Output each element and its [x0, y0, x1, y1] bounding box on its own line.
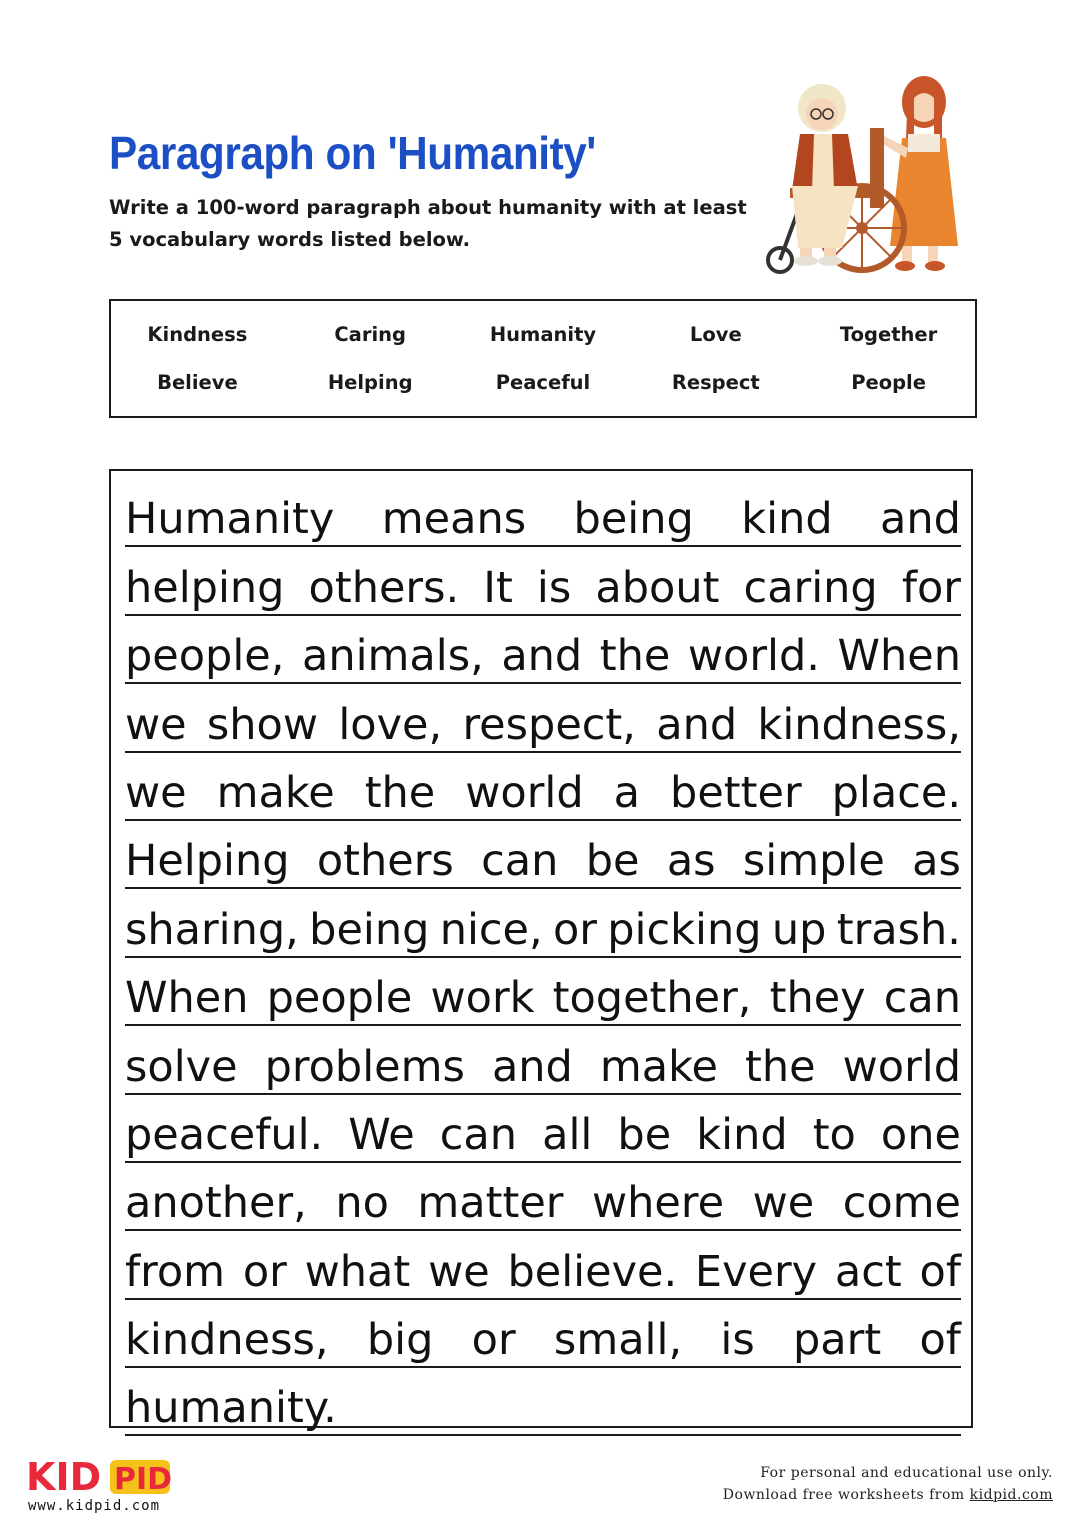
- paragraph-word: Every: [694, 1246, 818, 1297]
- paragraph-line: [125, 1095, 961, 1163]
- paragraph-word: believe.: [507, 1246, 678, 1297]
- paragraph-lines: [125, 479, 961, 1436]
- paragraph-line: [125, 958, 961, 1026]
- paragraph-word: matter: [417, 1178, 564, 1229]
- paragraph-word: animals,: [301, 631, 484, 682]
- paragraph-word: and: [880, 494, 961, 545]
- vocabulary-word: Love: [689, 323, 742, 346]
- vocabulary-word: Humanity: [489, 323, 597, 346]
- paragraph-word: kind: [696, 1109, 788, 1160]
- vocabulary-box: [109, 299, 977, 418]
- paragraph-word: others.: [308, 562, 460, 613]
- paragraph-word: the: [364, 767, 436, 818]
- paragraph-word: is: [720, 1315, 755, 1366]
- paragraph-word: they: [769, 973, 866, 1024]
- paragraph-word: kind: [741, 494, 833, 545]
- paragraph-word: love,: [338, 699, 443, 750]
- paragraph-word: Humanity: [125, 494, 335, 545]
- paragraph-word: we: [125, 699, 187, 750]
- paragraph-word: part: [793, 1315, 882, 1366]
- paragraph-word: small,: [553, 1315, 683, 1366]
- paragraph-word: world.: [687, 631, 820, 682]
- paragraph-word: be: [585, 836, 640, 887]
- footer-line-1: For personal and educational use only.: [760, 1465, 1053, 1481]
- paragraph-line: [125, 1026, 961, 1094]
- paragraph-word: When: [125, 973, 249, 1024]
- paragraph-line: [125, 1368, 961, 1436]
- paragraph-word: work: [430, 973, 535, 1024]
- paragraph-word: we: [125, 767, 187, 818]
- paragraph-word: kindness,: [125, 1315, 329, 1366]
- paragraph-word: all: [542, 1109, 593, 1160]
- paragraph-word: can: [883, 973, 961, 1024]
- vocabulary-word: Believe: [157, 371, 238, 394]
- paragraph-word: better: [670, 767, 802, 818]
- paragraph-line: [125, 1300, 961, 1368]
- paragraph-word: sharing,: [125, 904, 299, 955]
- paragraph-word: others: [316, 836, 454, 887]
- paragraph-word: helping: [125, 562, 285, 613]
- paragraph-line: [125, 1231, 961, 1299]
- paragraph-line: [125, 1163, 961, 1231]
- paragraph-word: respect,: [462, 699, 636, 750]
- paragraph-word: be: [617, 1109, 672, 1160]
- paragraph-line: [125, 753, 961, 821]
- paragraph-word: up: [771, 904, 827, 955]
- paragraph-word: we: [752, 1178, 815, 1229]
- vocabulary-word: Caring: [334, 323, 406, 346]
- paragraph-word: means: [381, 494, 527, 545]
- paragraph-word: people,: [125, 631, 285, 682]
- instructions: Write a 100-word paragraph about humanity with at least 5 vocabulary words listed below.: [109, 196, 747, 251]
- paragraph-word: one: [880, 1109, 961, 1160]
- paragraph-word: make: [216, 767, 335, 818]
- paragraph-word: what: [304, 1246, 411, 1297]
- paragraph-word: we: [428, 1246, 490, 1297]
- paragraph-word: of: [919, 1246, 961, 1297]
- paragraph-word: to: [812, 1109, 856, 1160]
- paragraph-word: is: [536, 562, 572, 613]
- footer-line-2: [723, 1484, 1053, 1506]
- paragraph-word: kindness,: [757, 699, 961, 750]
- paragraph-word: no: [335, 1178, 389, 1229]
- paragraph-word: a: [613, 767, 641, 818]
- paragraph-line: [125, 616, 961, 684]
- paragraph-word: We: [348, 1109, 415, 1160]
- paragraph-word: as: [912, 836, 961, 887]
- paragraph-word: the: [744, 1041, 816, 1092]
- logo-url: www.kidpid.com: [28, 1498, 161, 1514]
- vocabulary-word: Respect: [671, 371, 760, 394]
- vocabulary-word: Helping: [327, 371, 413, 394]
- paragraph-line: [125, 479, 961, 547]
- paragraph-word: can: [439, 1109, 518, 1160]
- kidpid-logo: [26, 1452, 176, 1502]
- paragraph-word: act: [834, 1246, 902, 1297]
- paragraph-word: from: [125, 1246, 226, 1297]
- paragraph-word: can: [481, 836, 559, 887]
- paragraph-word: and: [501, 631, 583, 682]
- vocabulary-word: People: [851, 371, 926, 394]
- paragraph-word: trash.: [836, 904, 961, 955]
- paragraph-word: and: [656, 699, 738, 750]
- paragraph-word: or: [242, 1246, 287, 1297]
- paragraph-word: people: [266, 973, 413, 1024]
- paragraph-word: humanity.: [125, 1383, 337, 1434]
- svg-text:KID: KID: [26, 1455, 102, 1499]
- paragraph-box: [109, 469, 973, 1434]
- paragraph-word: solve: [125, 1041, 238, 1092]
- paragraph-word: another,: [125, 1178, 307, 1229]
- paragraph-word: where: [591, 1178, 725, 1229]
- paragraph-word: being: [573, 494, 694, 545]
- paragraph-word: simple: [742, 836, 885, 887]
- paragraph-word: Helping: [125, 836, 290, 887]
- paragraph-word: of: [919, 1315, 961, 1366]
- paragraph-word: world: [465, 767, 584, 818]
- paragraph-word: come: [842, 1178, 961, 1229]
- paragraph-word: about: [595, 562, 720, 613]
- page-title: Paragraph on 'Humanity': [109, 127, 596, 179]
- paragraph-word: make: [599, 1041, 718, 1092]
- paragraph-word: It: [483, 562, 513, 613]
- paragraph-word: or: [471, 1315, 516, 1366]
- paragraph-word: the: [599, 631, 671, 682]
- paragraph-word: or: [552, 904, 597, 955]
- paragraph-word: as: [666, 836, 716, 887]
- paragraph-word: picking: [607, 904, 762, 955]
- paragraph-word: caring: [743, 562, 878, 613]
- footer: [723, 1462, 1053, 1506]
- vocabulary-word: Kindness: [147, 323, 248, 346]
- paragraph-word: nice,: [439, 904, 543, 955]
- paragraph-word: problems: [264, 1041, 465, 1092]
- vocabulary-grid: [111, 301, 975, 416]
- paragraph-word: When: [837, 631, 961, 682]
- paragraph-word: together,: [552, 973, 752, 1024]
- paragraph-word: show: [206, 699, 319, 750]
- svg-text:PID: PID: [114, 1462, 173, 1497]
- paragraph-word: for: [901, 562, 961, 613]
- paragraph-line: [125, 889, 961, 957]
- paragraph-word: being: [309, 904, 430, 955]
- paragraph-word: world: [842, 1041, 961, 1092]
- paragraph-word: place.: [831, 767, 961, 818]
- paragraph-word: and: [491, 1041, 573, 1092]
- kidpid-link[interactable]: kidpid.com: [969, 1487, 1053, 1503]
- paragraph-line: [125, 684, 961, 752]
- vocabulary-word: Peaceful: [495, 371, 591, 394]
- paragraph-word: peaceful.: [125, 1109, 324, 1160]
- paragraph-word: big: [366, 1315, 434, 1366]
- wheelchair-illustration: [762, 68, 977, 280]
- vocabulary-word: Together: [839, 323, 938, 346]
- paragraph-line: [125, 821, 961, 889]
- footer-line-2-prefix: Download free worksheets from: [722, 1487, 970, 1503]
- paragraph-line: [125, 547, 961, 615]
